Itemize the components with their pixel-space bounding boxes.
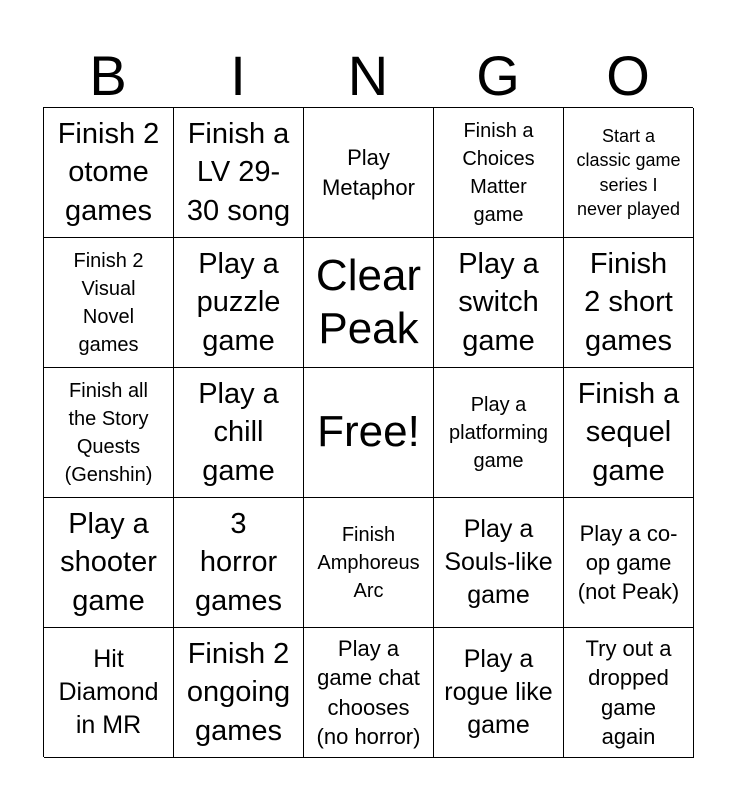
bingo-cell[interactable]: [564, 368, 694, 498]
cell-text: Play a game chat chooses (no horror): [316, 636, 421, 749]
bingo-cell[interactable]: [304, 108, 434, 238]
cell-text: Finish 2 short games: [584, 248, 673, 357]
bingo-cell[interactable]: [44, 238, 174, 368]
cell-text: Play a switch game: [458, 248, 539, 357]
cell-text: Hit Diamond in MR: [58, 645, 159, 739]
cell-text: Start a classic game series I never played: [576, 125, 681, 219]
cell-text: Play a co- op game (not Peak): [577, 520, 680, 605]
cell-text: Play a puzzle game: [196, 248, 281, 357]
header-letter-i: I: [230, 44, 246, 107]
bingo-cell[interactable]: [564, 238, 694, 368]
cell-text: Finish 2 ongoing games: [186, 638, 291, 747]
bingo-cell[interactable]: [434, 628, 564, 758]
bingo-cell[interactable]: [304, 368, 434, 498]
cell-text: Finish Amphoreus Arc: [317, 523, 420, 602]
cell-text: Play a platforming game: [449, 393, 548, 472]
bingo-board: [43, 107, 693, 757]
bingo-cell[interactable]: [174, 498, 304, 628]
bingo-cell[interactable]: [304, 628, 434, 758]
bingo-cell[interactable]: [44, 628, 174, 758]
cell-text: Finish a sequel game: [577, 378, 680, 487]
cell-text: Clear Peak: [315, 250, 422, 353]
bingo-cell[interactable]: [174, 108, 304, 238]
bingo-cell[interactable]: [44, 108, 174, 238]
cell-text: Finish a Choices Matter game: [462, 119, 535, 226]
bingo-cell[interactable]: [44, 368, 174, 498]
bingo-cell[interactable]: [174, 628, 304, 758]
cell-text: Play a chill game: [198, 378, 279, 487]
header-letter-b: B: [89, 44, 127, 107]
bingo-cell[interactable]: [434, 108, 564, 238]
cell-text: Play Metaphor: [322, 145, 415, 200]
bingo-cell[interactable]: [44, 498, 174, 628]
bingo-header: [43, 40, 693, 108]
bingo-cell[interactable]: [564, 628, 694, 758]
bingo-cell[interactable]: [174, 238, 304, 368]
bingo-cell[interactable]: [304, 238, 434, 368]
bingo-cell[interactable]: [434, 498, 564, 628]
bingo-cell[interactable]: [564, 498, 694, 628]
cell-text: Finish all the Story Quests (Genshin): [64, 379, 153, 486]
cell-text: Finish 2 Visual Novel games: [73, 249, 144, 356]
bingo-cell[interactable]: [174, 368, 304, 498]
cell-text: Play a Souls-like game: [444, 515, 553, 609]
cell-text: Finish a LV 29- 30 song: [186, 118, 291, 227]
cell-text: Finish 2 otome games: [57, 118, 160, 227]
bingo-cell[interactable]: [434, 368, 564, 498]
bingo-cell[interactable]: [564, 108, 694, 238]
cell-text: 3 horror games: [194, 508, 283, 617]
cell-text: Play a rogue like game: [444, 645, 553, 739]
header-letter-n: N: [347, 44, 389, 107]
header-letter-g: G: [476, 44, 520, 107]
cell-text: Try out a dropped game again: [585, 636, 672, 749]
bingo-cell[interactable]: [434, 238, 564, 368]
cell-text: Play a shooter game: [60, 508, 157, 617]
header-letter-o: O: [606, 44, 650, 107]
free-space-text: Free!: [317, 407, 420, 457]
bingo-cell[interactable]: [304, 498, 434, 628]
